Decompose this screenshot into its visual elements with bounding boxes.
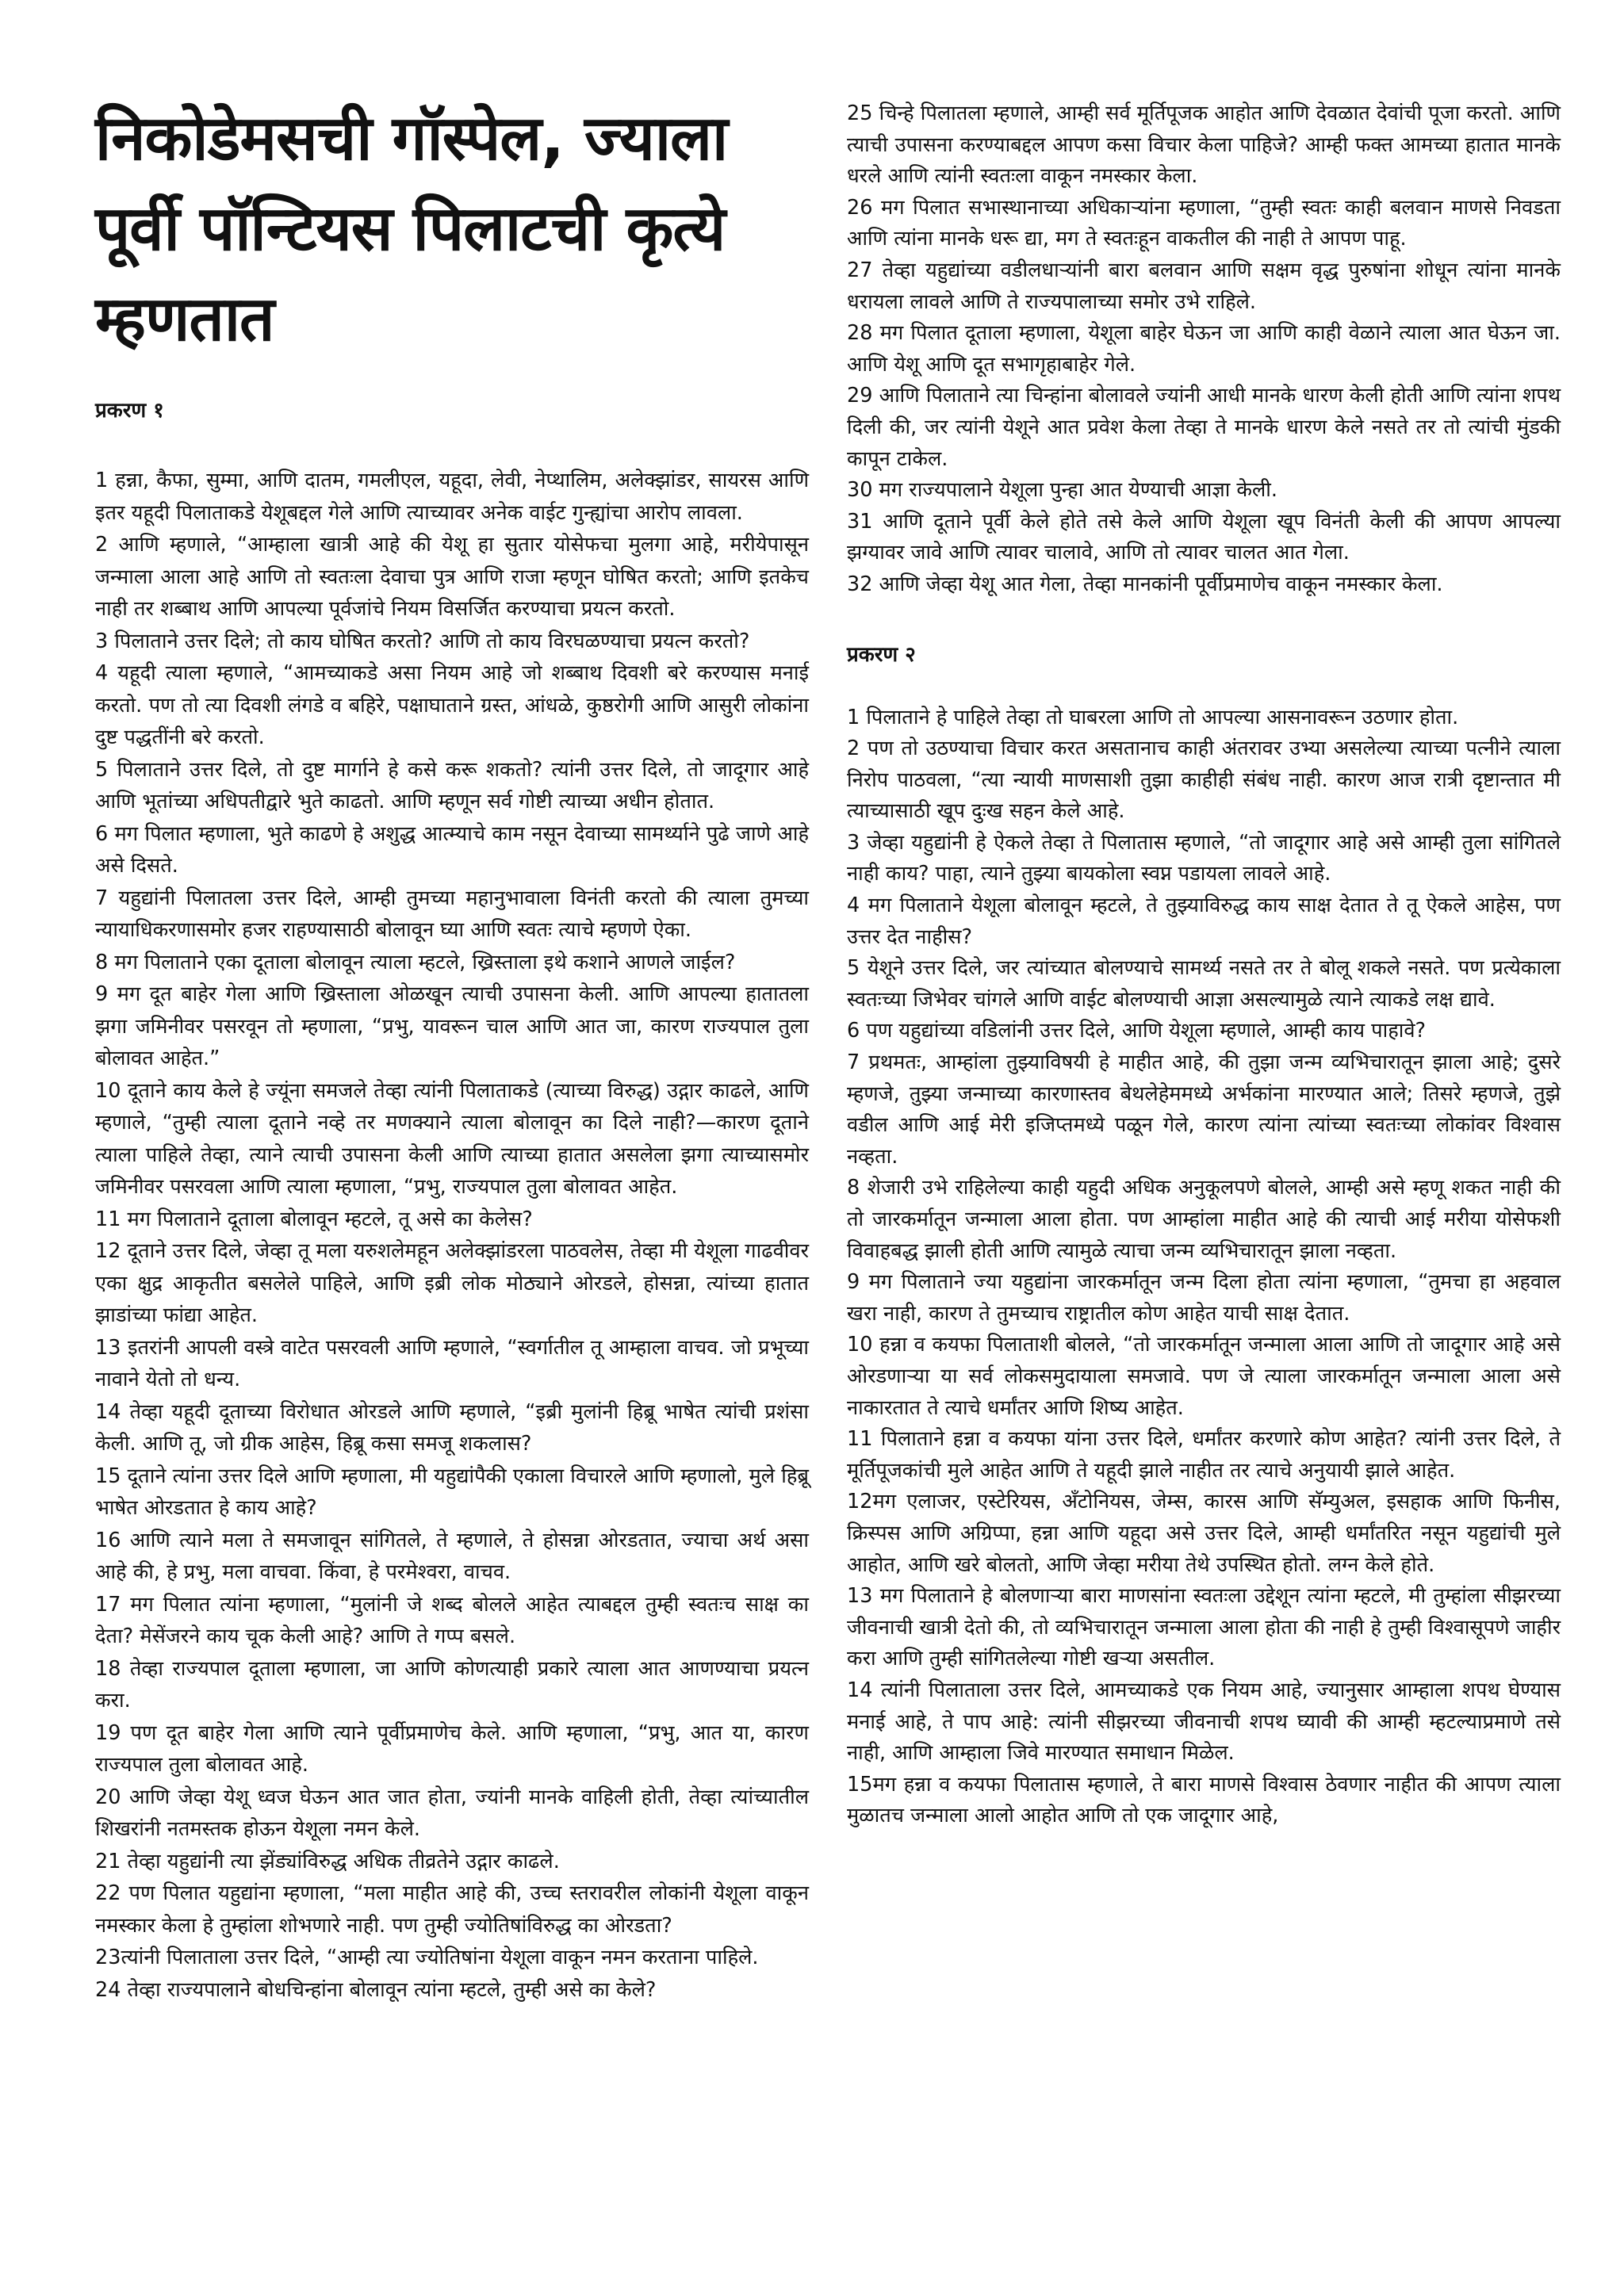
verse: 32 आणि जेव्हा येशू आत गेला, तेव्हा मानकांनी पूर्वीप्रमाणेच वाकून नमस्कार केला.: [847, 572, 1443, 596]
verse: 15 दूताने त्यांना उत्तर दिले आणि म्हणाला, मी यहुद्यांपैकी एकाला विचारले आणि म्हणालो, मुले हिब्रू भाषेत ओरडतात हे काय आहे?: [95, 1464, 809, 1520]
verse: 3 जेव्हा यहुद्यांनी हे ऐकले तेव्हा ते पिलातास म्हणाले, “तो जादूगार आहे असे आम्ही तुला सांगितले नाही काय? पाहा, त्याने तुझ्या बायकोला स्वप्न पडायला लावले आहे.: [847, 830, 1561, 886]
chapter-2-verses: [847, 702, 1561, 1832]
verse: 29 आणि पिलाताने त्या चिन्हांना बोलावले ज्यांनी आधी मानके धारण केली होती आणि त्यांना शपथ दिली की, जर त्यांनी येशूने आत प्रवेश केला तेव्हा ते मानके धारण केले नसते तर तो त्यांची मुंडकी कापून टाकेल.: [847, 384, 1561, 471]
verse: 28 मग पिलात दूताला म्हणाला, येशूला बाहेर घेऊन जा आणि काही वेळाने त्याला आत घेऊन जा. आणि येशू आणि दूत सभागृहाबाहेर गेले.: [847, 321, 1561, 377]
verse: 9 मग पिलाताने ज्या यहुद्यांना जारकर्मातून जन्म दिला होता त्यांना म्हणाला, “तुमचा हा अहवाल खरा नाही, कारण ते तुमच्याच राष्ट्रातील कोण आहेत याची साक्ष देतात.: [847, 1270, 1561, 1326]
verse: 22 पण पिलात यहुद्यांना म्हणाला, “मला माहीत आहे की, उच्च स्तरावरील लोकांनी येशूला वाकून नमस्कार केला हे तुम्हांला शोभणारे नाही. पण तुम्ही ज्योतिषांविरुद्ध का ओरडता?: [95, 1881, 809, 1938]
chapter-1-verses: [95, 465, 809, 2006]
verse: 8 मग पिलाताने एका दूताला बोलावून त्याला म्हटले, ख्रिस्ताला इथे कशाने आणले जाईल?: [95, 950, 736, 974]
verse: 12 दूताने उत्तर दिले, जेव्हा तू मला यरुशलेमहून अलेक्झांडरला पाठवलेस, तेव्हा मी येशूला गाढवीवर एका क्षुद्र आकृतीत बसलेले पाहिले, आणि इब्री लोक मोठ्याने ओरडले, होसन्ना, त्यांच्या हातात झाडांच्या फांद्या आहेत.: [95, 1239, 809, 1327]
verse: 23त्यांनी पिलाताला उत्तर दिले, “आम्ही त्या ज्योतिषांना येशूला वाकून नमन करताना पाहिले.: [95, 1946, 759, 1969]
verse: 25 चिन्हे पिलातला म्हणाले, आम्ही सर्व मूर्तिपूजक आहोत आणि देवळात देवांची पूजा करतो. आणि त्याची उपासना करण्याबद्दल आपण कसा विचार केला पाहिजे? आम्ही फक्त आमच्या हातात मानके धरले आणि त्यांनी स्वतःला वाकून नमस्कार केला.: [847, 101, 1561, 189]
verse: 5 पिलाताने उत्तर दिले, तो दुष्ट मार्गाने हे कसे करू शकतो? त्यांनी उत्तर दिले, तो जादूगार आहे आणि भूतांच्या अधिपतीद्वारे भुते काढतो. आणि म्हणून सर्व गोष्टी त्याच्या अधीन होतात.: [95, 757, 809, 813]
verse: 6 मग पिलात म्हणाला, भुते काढणे हे अशुद्ध आत्म्याचे काम नसून देवाच्या सामर्थ्याने पुढे जाणे आहे असे दिसते.: [95, 821, 809, 878]
verse: 26 मग पिलात सभास्थानाच्या अधिकाऱ्यांना म्हणाला, “तुम्ही स्वतः काही बलवान माणसे निवडता आणि त्यांना मानके धरू द्या, मग ते स्वतःहून वाकतील की नाही ते आपण पाहू.: [847, 195, 1561, 251]
verse: 30 मग राज्यपालाने येशूला पुन्हा आत येण्याची आज्ञा केली.: [847, 478, 1278, 503]
right-column: [847, 98, 1561, 1832]
verse: 24 तेव्हा राज्यपालाने बोधचिन्हांना बोलावून त्यांना म्हटले, तुम्ही असे का केले?: [95, 1977, 657, 2002]
verse: 2 आणि म्हणाले, “आम्हाला खात्री आहे की येशू हा सुतार योसेफचा मुलगा आहे, मरीयेपासून जन्माला आला आहे आणि तो स्वतःला देवाचा पुत्र आणि राजा म्हणून घोषित करतो; आणि इतकेच नाही तर शब्बाथ आणि आपल्या पूर्वजांचे नियम विसर्जित करण्याचा प्रयत्न करतो.: [95, 533, 809, 621]
verse: 10 हन्ना व कयफा पिलाताशी बोलले, “तो जारकर्मातून जन्माला आला आणि तो जादूगार आहे असे ओरडणाऱ्या या सर्व लोकसमुदायाला समजावे. पण जे त्याला जारकर्मातून जन्माला आला असे नाकारतात ते त्याचे धर्मांतर आणि शिष्य आहेत.: [847, 1333, 1561, 1420]
chapter-1-heading: प्रकरण १: [95, 399, 164, 423]
verse: 16 आणि त्याने मला ते समजावून सांगितले, ते म्हणाले, ते होसन्ना ओरडतात, ज्याचा अर्थ असा आहे की, हे प्रभु, मला वाचवा. किंवा, हे परमेश्वरा, वाचव.: [95, 1528, 809, 1584]
verse: 31 आणि दूताने पूर्वी केले होते तसे केले आणि येशूला खूप विनंती केली की आपण आपल्या झग्यावर जावे आणि त्यावर चालावे, आणि तो त्यावर चालत आत गेला.: [847, 509, 1561, 565]
verse: 14 तेव्हा यहूदी दूताच्या विरोधात ओरडले आणि म्हणाले, “इब्री मुलांनी हिब्रू भाषेत त्यांची प्रशंसा केली. आणि तू, जो ग्रीक आहेस, हिब्रू कसा समजू शकलास?: [95, 1399, 809, 1456]
verse: 13 मग पिलाताने हे बोलणाऱ्या बारा माणसांना स्वतःला उद्देशून त्यांना म्हटले, मी तुम्हांला सीझरच्या जीवनाची खात्री देतो की, तो व्यभिचारातून जन्माला आला होता की नाही हे तुम्ही विश्वासूपणे जाहीर करा आणि तुम्ही सांगितलेल्या गोष्टी खऱ्या असतील.: [847, 1584, 1561, 1671]
verse: 6 पण यहुद्यांच्या वडिलांनी उत्तर दिले, आणि येशूला म्हणाले, आम्ही काय पाहावे?: [847, 1019, 1427, 1043]
document-title: निकोडेमसची गॉस्पेल, ज्याला पूर्वी पॉन्टियस पिलाटची कृत्ये म्हणतात: [95, 103, 728, 355]
verse: 15मग हन्ना व कयफा पिलातास म्हणाले, ते बारा माणसे विश्वास ठेवणार नाहीत की आपण त्याला मुळातच जन्माला आलो आहोत आणि तो एक जादूगार आहे,: [847, 1772, 1561, 1828]
verse: 27 तेव्हा यहुद्यांच्या वडीलधाऱ्यांनी बारा बलवान आणि सक्षम वृद्ध पुरुषांना शोधून त्यांना मानके धरायला लावले आणि ते राज्यपालाच्या समोर उभे राहिले.: [847, 258, 1561, 314]
verse: 2 पण तो उठण्याचा विचार करत असतानाच काही अंतरावर उभ्या असलेल्या त्याच्या पत्नीने त्याला निरोप पाठवला, “त्या न्यायी माणसाशी तुझा काहीही संबंध नाही. कारण आज रात्री दृष्टान्तात मी त्याच्यासाठी खूप दुःख सहन केले आहे.: [847, 737, 1561, 824]
verse: 3 पिलाताने उत्तर दिले; तो काय घोषित करतो? आणि तो काय विरघळण्याचा प्रयत्न करतो?: [95, 629, 750, 653]
verse: 17 मग पिलात त्यांना म्हणाला, “मुलांनी जे शब्द बोलले आहेत त्याबद्दल तुम्ही स्वतःच साक्ष का देता? मेसेंजरने काय चूक केली आहे? आणि ते गप्प बसले.: [95, 1592, 809, 1648]
verse: 8 शेजारी उभे राहिलेल्या काही यहुदी अधिक अनुकूलपणे बोलले, आम्ही असे म्हणू शकत नाही की तो जारकर्मातून जन्माला आला होता. पण आम्हांला माहीत आहे की त्याची आई मरीया योसेफशी विवाहबद्ध झाली होती आणि त्यामुळे त्याचा जन्म व्यभिचारातून झाला नव्हता.: [847, 1176, 1561, 1263]
verse: 20 आणि जेव्हा येशू ध्वज घेऊन आत जात होता, ज्यांनी मानके वाहिली होती, तेव्हा त्यांच्यातील शिखरांनी नतमस्तक होऊन येशूला नमन केले.: [95, 1785, 809, 1841]
left-column: [95, 94, 809, 2006]
verse: 21 तेव्हा यहुद्यांनी त्या झेंड्यांविरुद्ध अधिक तीव्रतेने उद्गार काढले.: [95, 1849, 560, 1873]
verse: 13 इतरांनी आपली वस्त्रे वाटेत पसरवली आणि म्हणाले, “स्वर्गातील तू आम्हाला वाचव. जो प्रभूच्या नावाने येतो तो धन्य.: [95, 1335, 809, 1391]
verse: 12मग एलाजर, एस्टेरियस, अँटोनियस, जेम्स, कारस आणि सॅम्युअल, इसहाक आणि फिनीस, क्रिस्पस आणि अग्रिप्पा, हन्ना आणि यहूदा असे उत्तर दिले, आम्ही धर्मांतरित नसून यहुद्यांची मुले आहोत, आणि खरे बोलतो, आणि जेव्हा मरीया तेथे उपस्थित होतो. लग्न केले होते.: [847, 1490, 1561, 1577]
verse: 4 मग पिलाताने येशूला बोलावून म्हटले, ते तुझ्याविरुद्ध काय साक्ष देतात ते तू ऐकले आहेस, पण उत्तर देत नाहीस?: [847, 894, 1561, 949]
verse: 7 यहुद्यांनी पिलातला उत्तर दिले, आम्ही तुमच्या महानुभावाला विनंती करतो की त्याला तुमच्या न्यायाधिकरणासमोर हजर राहण्यासाठी बोलावून घ्या आणि स्वतः त्याचे म्हणणे ऐका.: [95, 886, 809, 942]
verse: 1 पिलाताने हे पाहिले तेव्हा तो घाबरला आणि तो आपल्या आसनावरून उठणार होता.: [847, 705, 1459, 729]
verse: 9 मग दूत बाहेर गेला आणि ख्रिस्ताला ओळखून त्याची उपासना केली. आणि आपल्या हातातला झगा जमिनीवर पसरवून तो म्हणाला, “प्रभु, यावरून चाल आणि आत जा, कारण राज्यपाल तुला बोलावत आहेत.”: [95, 982, 809, 1070]
verse: 4 यहूदी त्याला म्हणाले, “आमच्याकडे असा नियम आहे जो शब्बाथ दिवशी बरे करण्यास मनाई करतो. पण तो त्या दिवशी लंगडे व बहिरे, पक्षाघाताने ग्रस्त, आंधळे, कुष्ठरोगी आणि आसुरी लोकांना दुष्ट पद्धतींनी बरे करतो.: [95, 661, 809, 749]
verse: 7 प्रथमतः, आम्हांला तुझ्याविषयी हे माहीत आहे, की तुझा जन्म व्यभिचारातून झाला आहे; दुसरे म्हणजे, तुझ्या जन्माच्या कारणास्तव बेथलेहेममध्ये अर्भकांना मारण्यात आले; तिसरे म्हणजे, तुझे वडील आणि आई मेरी इजिप्तमध्ये पळून गेले, कारण त्यांना त्यांच्या स्वतःच्या लोकांवर विश्वास नव्हता.: [847, 1050, 1561, 1169]
verse: 11 मग पिलाताने दूताला बोलावून म्हटले, तू असे का केलेस?: [95, 1207, 533, 1231]
verse: 11 पिलाताने हन्ना व कयफा यांना उत्तर दिले, धर्मांतर करणारे कोण आहेत? त्यांनी उत्तर दिले, ते मूर्तिपूजकांची मुले आहेत आणि ते यहूदी झाले नाहीत तर त्याचे अनुयायी झाले आहेत.: [847, 1427, 1561, 1483]
verse: 19 पण दूत बाहेर गेला आणि त्याने पूर्वीप्रमाणेच केले. आणि म्हणाला, “प्रभु, आत या, कारण राज्यपाल तुला बोलावत आहे.: [95, 1720, 809, 1777]
chapter-2-heading: प्रकरण २: [847, 642, 916, 667]
verse: 18 तेव्हा राज्यपाल दूताला म्हणाला, जा आणि कोणत्याही प्रकारे त्याला आत आणण्याचा प्रयत्न करा.: [95, 1656, 809, 1712]
verse: 1 हन्ना, कैफा, सुम्मा, आणि दातम, गमलीएल, यहूदा, लेवी, नेप्थालिम, अलेक्झांडर, सायरस आणि इतर यहूदी पिलाताकडे येशूबद्दल गेले आणि त्याच्यावर अनेक वाईट गुन्ह्यांचा आरोप लावला.: [95, 469, 809, 525]
verse: 5 येशूने उत्तर दिले, जर त्यांच्यात बोलण्याचे सामर्थ्य नसते तर ते बोलू शकले नसते. पण प्रत्येकाला स्वतःच्या जिभेवर चांगले आणि वाईट बोलण्याची आज्ञा असल्यामुळे त्याने त्याकडे लक्ष द्यावे.: [847, 956, 1561, 1012]
verse: 10 दूताने काय केले हे ज्यूंना समजले तेव्हा त्यांनी पिलाताकडे (त्याच्या विरुद्ध) उद्गार काढले, आणि म्हणाले, “तुम्ही त्याला दूताने नव्हे तर मणक्याने त्याला बोलावून का दिले नाही?—कारण दूताने त्याला पाहिले तेव्हा, त्याने त्याची उपासना केली आणि त्याच्या हातात असलेला झगा त्याच्यासमोर जमिनीवर पसरवला आणि त्याला म्हणाला, “प्रभु, राज्यपाल तुला बोलावत आहेत.: [95, 1078, 809, 1199]
verse: 14 त्यांनी पिलाताला उत्तर दिले, आमच्याकडे एक नियम आहे, ज्यानुसार आम्हाला शपथ घेण्यास मनाई आहे, ते पाप आहे: त्यांनी सीझरच्या जीवनाची शपथ घ्यावी की आम्ही म्हटल्याप्रमाणे तसे नाही, आणि आम्हाला जिवे मारण्यात समाधान मिळेल.: [847, 1678, 1561, 1766]
chapter-1-continued-verses: [847, 98, 1561, 601]
